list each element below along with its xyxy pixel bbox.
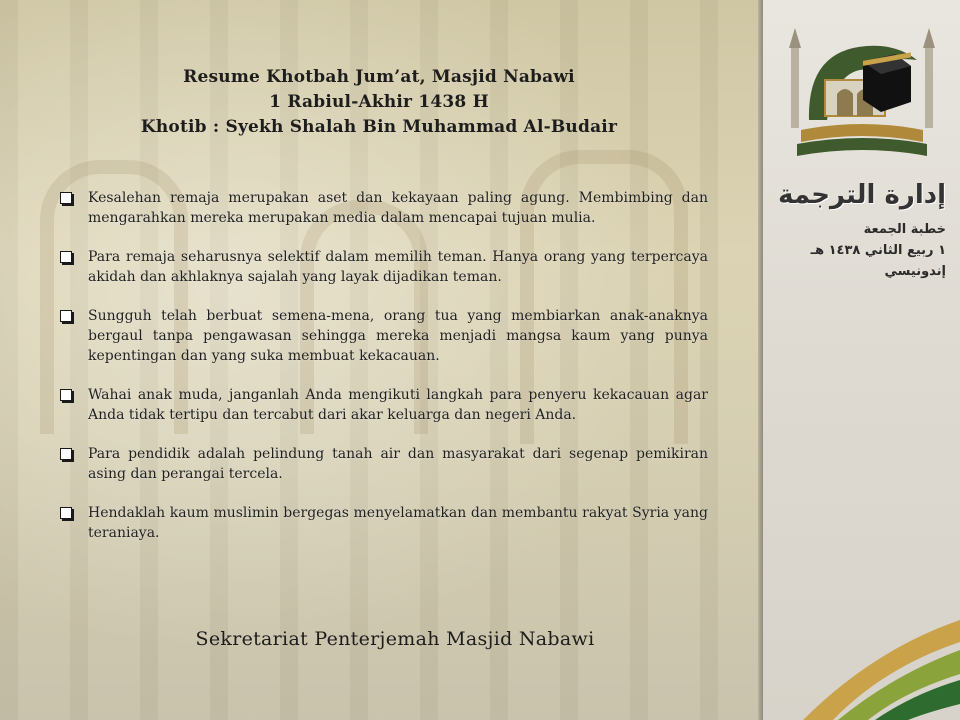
title-line-2: 1 Rabiul-Akhir 1438 H xyxy=(269,92,489,112)
bullet-list xyxy=(60,188,708,562)
bullet-text: Hendaklah kaum muslimin bergegas menyelamatkan dan membantu rakyat Syria yang teraniaya. xyxy=(88,505,708,541)
sidebar-panel xyxy=(763,0,960,720)
mosque-kaaba-logo-icon xyxy=(777,20,947,170)
checkbox-bullet-icon xyxy=(60,251,72,263)
checkbox-bullet-icon xyxy=(60,507,72,519)
checkbox-bullet-icon xyxy=(60,310,72,322)
arabic-date-label: ١ ربيع الثاني ١٤٣٨ هـ xyxy=(810,243,946,258)
footer-text: Sekretariat Penterjemah Masjid Nabawi xyxy=(195,628,595,650)
bullet-item xyxy=(60,306,708,366)
title-line-3: Khotib : Syekh Shalah Bin Muhammad Al-Budair xyxy=(140,117,618,137)
bullet-text: Wahai anak muda, janganlah Anda mengikuti langkah para penyeru kekacauan agar Anda tidak tertipu dan tercabut dari akar keluarga dan negeri Anda. xyxy=(88,387,708,423)
arabic-sermon-label: خطبة الجمعة xyxy=(863,222,946,237)
arabic-translation-department-title: إدارة الترجمة xyxy=(778,180,946,210)
bullet-text: Sungguh telah berbuat semena-mena, orang tua yang membiarkan anak-anaknya bergaul tanpa pengawasan sehingga mereka menjadi mangsa kaum yang punya kepentingan dan yang suka membuat kekacauan. xyxy=(88,308,708,364)
bullet-text: Para pendidik adalah pelindung tanah air dan masyarakat dari segenap pemikiran asing dan perangai tercela. xyxy=(88,446,708,482)
bullet-text: Kesalehan remaja merupakan aset dan kekayaan paling agung. Membimbing dan mengarahkan mereka merupakan media dalam mencapai tujuan mulia. xyxy=(88,190,708,226)
title-line-1: Resume Khotbah Jum’at, Masjid Nabawi xyxy=(183,67,575,87)
bullet-item xyxy=(60,444,708,484)
bullet-item xyxy=(60,503,708,543)
checkbox-bullet-icon xyxy=(60,448,72,460)
checkbox-bullet-icon xyxy=(60,389,72,401)
bullet-item xyxy=(60,188,708,228)
bullet-item xyxy=(60,247,708,287)
bullet-item xyxy=(60,385,708,425)
bullet-text: Para remaja seharusnya selektif dalam memilih teman. Hanya orang yang terpercaya akidah dan akhlaknya sajalah yang layak dijadikan teman. xyxy=(88,249,708,285)
arabic-language-label: إندونيسي xyxy=(884,264,946,279)
decorative-stripes-icon xyxy=(763,580,960,720)
checkbox-bullet-icon xyxy=(60,192,72,204)
